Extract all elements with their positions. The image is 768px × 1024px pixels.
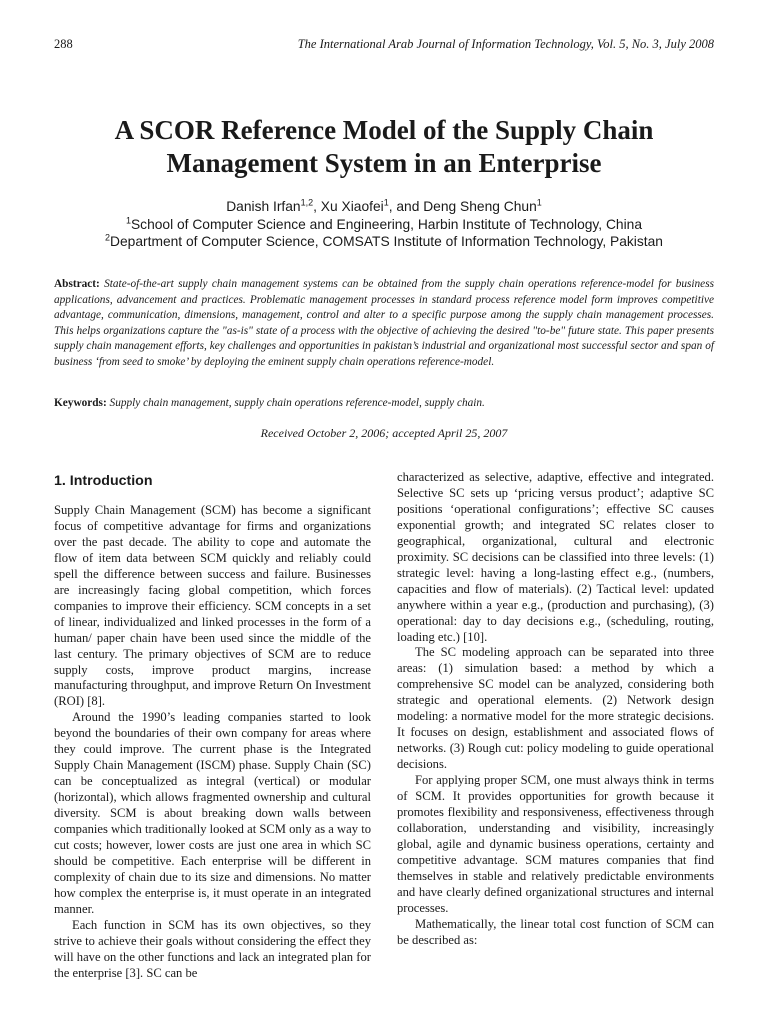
paragraph: Supply Chain Management (SCM) has become a significant focus of competitive advantage for firms and organizations over the past decade. The ability to cope and automate the flow of item data between SCM quickly and reliably could spell the difference between success and failure. Businesses are increasingly facing global competition, which forces companies to improve their efficiency. SCM concepts in a set of linear, individualized and linked processes in the form of a human/ paper chain have been used since the middle of the last century. The primary objectives of SCM are to reduce supply costs, improve product margins, increase manufacturing throughput, and improve Return On Investment (ROI) [8].: [54, 503, 371, 709]
abstract-label: Abstract:: [54, 278, 100, 290]
author-list: [40, 198, 728, 216]
column-right: [397, 470, 714, 949]
paragraph: For applying proper SCM, one must always think in terms of SCM. It provides opportunities for growth because it promotes flexibility and responsiveness, effectiveness through collaboration, understanding and visibility, increasingly global, agile and dynamic business operations, certainty and competitive advantage. SCM matures companies that find themselves in stable and relatively predictable environments and have clearly defined organizational structures and internal processes.: [397, 773, 714, 915]
author-block: [40, 198, 728, 251]
received-dates: Received October 2, 2006; accepted April 25, 2007: [260, 426, 508, 440]
author-name-2: , Xu Xiaofei: [313, 199, 384, 214]
affiliation-sup-2: 2: [105, 232, 111, 243]
affiliation-2: [40, 233, 728, 251]
abstract: [54, 277, 714, 370]
affiliation-1: [40, 216, 728, 234]
journal-citation: The International Arab Journal of Information Technology, Vol. 5, No. 3, July 2008: [297, 37, 714, 51]
author-sup-1: 1,2: [300, 197, 314, 208]
author-sup-2: 1: [383, 197, 389, 208]
section-heading-introduction: 1. Introduction: [54, 473, 153, 489]
paragraph: Mathematically, the linear total cost function of SCM can be described as:: [397, 916, 714, 947]
author-sup-3: 1: [536, 197, 542, 208]
affiliation-sup-1: 1: [125, 214, 131, 225]
paper-title: [40, 114, 728, 180]
author-name-3: , and Deng Sheng Chun: [388, 199, 537, 214]
affiliation-text-1: School of Computer Science and Engineering, Harbin Institute of Technology, China: [130, 216, 643, 232]
paper-title-line-2: Management System in an Enterprise: [166, 148, 602, 178]
paper-title-line-1: A SCOR Reference Model of the Supply Chain: [114, 115, 654, 145]
paragraph: characterized as selective, adaptive, effective and integrated. Selective SC sets up ‘pricing versus product’; adaptive SC positions ‘operational configurations’; effective SC causes exponential growth; and integrated SC relates closer to geographical, organizational, cultural and electronic proximity. SC decisions can be classified into three levels: (1) strategic level: having a long-lasting effect e.g., (numbers, capacities and flow of materials). (2) Tactical level: updated anywhere within a year e.g., (production and purchasing), (3) operational: day to day decisions e.g., (scheduling, routing, loading etc.) [10].: [397, 470, 714, 644]
affiliation-text-2: Department of Computer Science, COMSATS Institute of Information Technology, Pakistan: [110, 234, 663, 249]
keywords-label: Keywords:: [54, 397, 107, 409]
column-left: [54, 470, 371, 982]
paragraph: Each function in SCM has its own objectives, so they strive to achieve their goals without considering the effect they will have on the other functions and lack an integrated plan for the enterprise [3]. SC can be: [54, 917, 371, 980]
paragraph: Around the 1990’s leading companies started to look beyond the boundaries of their own company for areas where they could improve. The current phase is the Integrated Supply Chain Management (ISCM) phase. Supply Chain (SC) can be conceptualized as integral (vertical) or modular (horizontal), which allows fragmented ownership and cultural diversity. SCM is about breaking down walls between companies which traditionally looked at SCM only as a way to cut costs; however, lower costs are just one area in which SC should be competitive. Each enterprise will be different in complexity of chain due to its size and dimensions. No matter how complex the enterprise is, it must operate in an integrated manner.: [54, 710, 371, 916]
author-name-1: Danish Irfan: [226, 199, 301, 214]
page-number: 288: [54, 37, 73, 51]
keywords-text: Supply chain management, supply chain operations reference-model, supply chain.: [109, 397, 485, 409]
abstract-text: State-of-the-art supply chain management systems can be obtained from the supply chain operations reference-model for business applications, advancement and practices. Problematic management processes in standard process reference model form improves competitive advantage, communication, dimensions, management, control and alter to a specific purpose among the supply chain management processes. This helps organizations capture the "as-is" state of a process with the objective of achieving the desired "to-be" future state. This paper presents supply chain management efforts, key challenges and opportunities in pakistan’s industrial and organizational most successful sector and span of business ‘from seed to smoke’ by deploying the eminent supply chain operations reference-model.: [54, 278, 714, 368]
paragraph: The SC modeling approach can be separated into three areas: (1) simulation based: a method by which a comprehensive SC model can be analyzed, considering both strategic and operational elements. (2) Network design modeling: a normative model for the more strategic decisions. It focuses on design, establishment and associated flows of networks. (3) Rough cut: policy modeling to guide operational decisions.: [397, 645, 714, 772]
keywords: [54, 396, 714, 411]
running-header: [54, 36, 714, 52]
